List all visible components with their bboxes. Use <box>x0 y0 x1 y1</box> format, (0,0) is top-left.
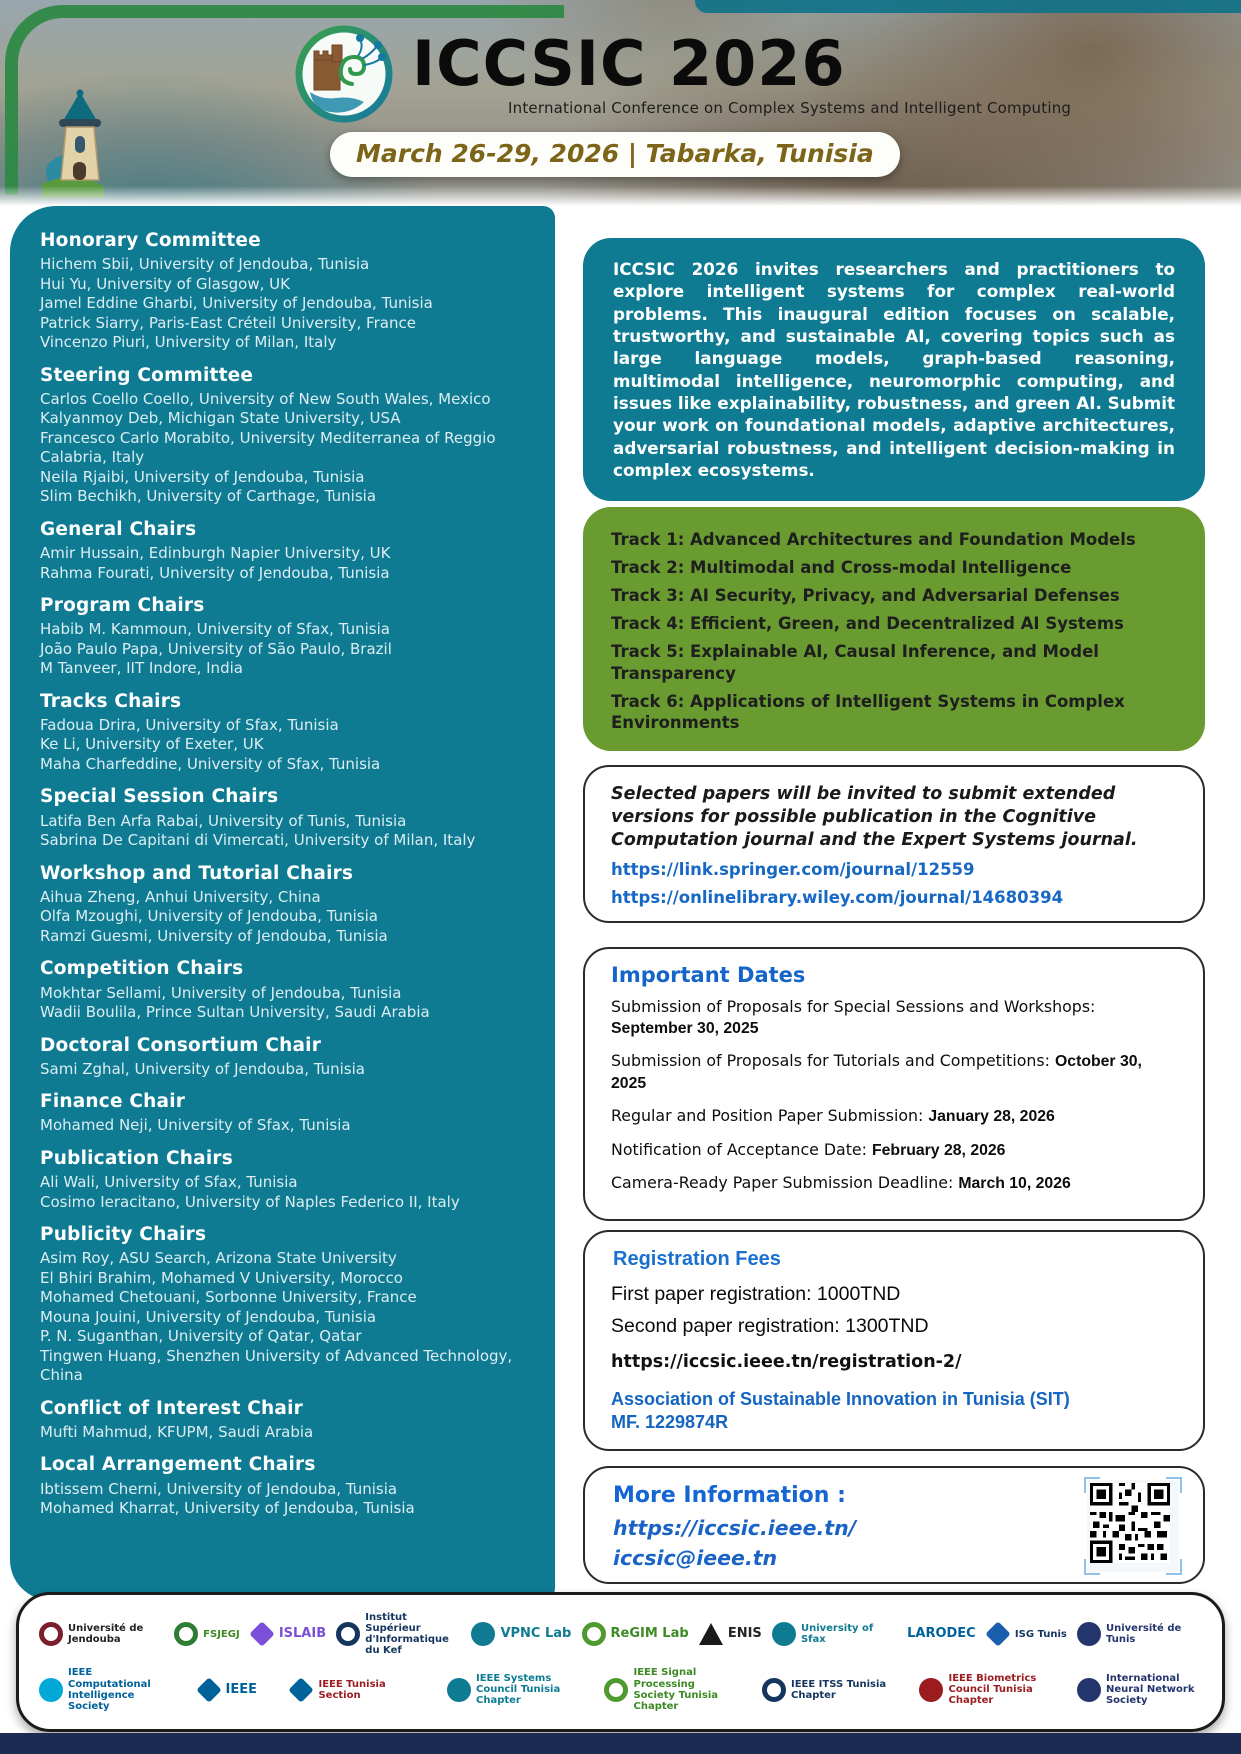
publication-text: Selected papers will be invited to submit extended versions for possible publication in the Cognitive Computation journal and the Expert Systems journal. <box>611 784 1138 850</box>
fee-second-paper: Second paper registration: 1300TND <box>611 1315 929 1337</box>
committee-section-special-session-chairs <box>40 786 539 850</box>
wiley-journal-link[interactable]: https://onlinelibrary.wiley.com/journal/14680394 <box>611 888 1064 908</box>
committee-section-competition-chairs <box>40 958 539 1022</box>
association-name: Association of Sustainable Innovation in Tunisia (SIT) <box>611 1389 1070 1409</box>
teal-frame-decoration <box>695 0 1241 13</box>
header-fade-decoration <box>0 186 1241 206</box>
conference-subtitle: International Conference on Complex Systems and Intelligent Computing <box>508 98 1072 117</box>
committee-member: Ibtissem Cherni, University of Jendouba, Tunisia <box>40 1479 398 1498</box>
logo-ieee-biometrics: IEEE Biometrics Council Tunisia Chapter <box>919 1673 1044 1707</box>
tracks-box <box>583 507 1205 751</box>
committee-heading: Finance Chair <box>40 1091 186 1113</box>
email-link[interactable]: iccsic@ieee.tn <box>613 1545 778 1570</box>
biometrics-icon <box>919 1678 943 1702</box>
date-label: Regular and Position Paper Submission: <box>611 1106 924 1126</box>
date-value: February 28, 2026 <box>871 1141 1006 1159</box>
committee-member: Francesco Carlo Morabito, University Mediterranea of Reggio Calabria, Italy <box>40 428 496 467</box>
committee-heading: Conflict of Interest Chair <box>40 1397 303 1419</box>
committee-member: Maha Charfeddine, University of Sfax, Tunisia <box>40 754 381 773</box>
date-item <box>611 1140 1177 1162</box>
logo-enis: ENIS <box>699 1623 762 1645</box>
committee-heading: Honorary Committee <box>40 230 261 251</box>
signal-processing-icon <box>604 1678 628 1702</box>
committee-member: Kalyanmoy Deb, Michigan State University, USA <box>40 409 401 428</box>
lighthouse-icon <box>42 86 138 198</box>
committee-heading: Tracks Chairs <box>40 690 182 712</box>
logo-ieee: IEEE <box>197 1678 257 1702</box>
committee-member: João Paulo Papa, University of São Paulo, Brazil <box>40 639 392 658</box>
committee-member: M Tanveer, IIT Indore, India <box>40 659 243 678</box>
committee-heading: Publicity Chairs <box>40 1224 207 1246</box>
qr-code <box>1087 1480 1179 1572</box>
committee-member: Vincenzo Piuri, University of Milan, Italy <box>40 333 337 352</box>
more-information-text-block <box>613 1483 856 1570</box>
association-mf-number: MF. 1229874R <box>611 1412 729 1433</box>
committee-member: Cosimo Ieracitano, University of Naples Federico II, Italy <box>40 1192 460 1211</box>
enis-triangle-icon <box>699 1623 723 1645</box>
ieee-cis-head-icon <box>39 1678 63 1702</box>
registration-fees-box <box>583 1230 1205 1451</box>
isg-icon <box>985 1621 1010 1646</box>
date-value: March 10, 2026 <box>958 1175 1071 1193</box>
logo-ieee-signal-processing: IEEE Signal Processing Society Tunisia Chapter <box>604 1667 729 1712</box>
track-item: Track 3: AI Security, Privacy, and Adversarial Defenses <box>611 586 1120 606</box>
committee-heading: Workshop and Tutorial Chairs <box>40 862 354 884</box>
committee-member: Mohamed Chetouani, Sorbonne University, France <box>40 1288 417 1307</box>
committee-member: Olfa Mzoughi, University of Jendouba, Tunisia <box>40 907 378 926</box>
fsjegj-wreath-icon <box>174 1622 198 1646</box>
registration-link[interactable]: https://iccsic.ieee.tn/registration-2/ <box>611 1352 962 1372</box>
committee-member: Wadii Boulila, Prince Sultan University, Saudi Arabia <box>40 1003 430 1021</box>
committee-member: Rahma Fourati, University of Jendouba, Tunisia <box>40 563 390 582</box>
committee-section-honorary <box>40 230 539 353</box>
systems-council-icon <box>447 1678 471 1702</box>
date-label: Submission of Proposals for Special Sessions and Workshops: <box>611 997 1096 1016</box>
qr-code-icon <box>1090 1483 1170 1563</box>
about-box <box>583 238 1205 501</box>
logo-ieee-systems-council: IEEE Systems Council Tunisia Chapter <box>447 1673 572 1707</box>
logo-islaib: ISLAIB <box>250 1622 326 1646</box>
committee-member: Mufti Mahmud, KFUPM, Saudi Arabia <box>40 1422 314 1441</box>
committee-member: Slim Bechikh, University of Carthage, Tunisia <box>40 487 377 506</box>
committee-member: Neila Rjaibi, University of Jendouba, Tunisia <box>40 467 365 486</box>
conference-title: ICCSIC 2026 <box>412 27 846 101</box>
logo-isg-tunis: ISG Tunis <box>986 1622 1067 1646</box>
logo-ieee-cis: IEEE Computational Intelligence Society <box>39 1667 164 1712</box>
date-label: Notification of Acceptance Date: <box>611 1139 867 1159</box>
univ-tunis-icon <box>1077 1622 1101 1646</box>
univ-jendouba-seal-icon <box>39 1622 63 1646</box>
committee-heading: Program Chairs <box>40 595 205 617</box>
committee-heading: Local Arrangement Chairs <box>40 1454 316 1476</box>
logo-univ-tunis: Université de Tunis <box>1077 1622 1202 1646</box>
univ-sfax-flame-icon <box>772 1622 796 1646</box>
committee-member: Mohamed Kharrat, University of Jendouba, Tunisia <box>40 1499 415 1518</box>
publication-box <box>583 765 1205 923</box>
committee-member: Hui Yu, University of Glasgow, UK <box>40 274 290 293</box>
track-item: Track 2: Multimodal and Cross-modal Intelligence <box>611 558 1072 578</box>
date-item <box>611 997 1177 1039</box>
committee-section-conflict-of-interest-chair <box>40 1398 539 1443</box>
committee-member: Amir Hussain, Edinburgh Napier University, UK <box>40 544 391 563</box>
committee-heading: General Chairs <box>40 518 197 540</box>
track-item: Track 1: Advanced Architectures and Foundation Models <box>611 530 1136 549</box>
more-information-heading: More Information : <box>613 1482 846 1508</box>
committee-member: Mohamed Neji, University of Sfax, Tunisia <box>40 1116 351 1135</box>
committee-member: Sabrina De Capitani di Vimercati, University of Milan, Italy <box>40 831 476 850</box>
track-item: Track 4: Efficient, Green, and Decentralized AI Systems <box>611 614 1124 634</box>
committee-member: Jamel Eddine Gharbi, University of Jendouba, Tunisia <box>40 294 433 313</box>
date-value: September 30, 2025 <box>611 1019 759 1037</box>
committee-member: Ali Wali, University of Sfax, Tunisia <box>40 1173 298 1192</box>
committee-heading: Special Session Chairs <box>40 786 279 808</box>
date-value: October 30, 2025 <box>611 1053 1142 1092</box>
springer-journal-link[interactable]: https://link.springer.com/journal/12559 <box>611 860 975 880</box>
committee-member: Latifa Ben Arfa Rabai, University of Tunis, Tunisia <box>40 811 407 830</box>
date-item <box>611 1051 1177 1094</box>
committee-section-doctoral-consortium-chair <box>40 1035 539 1080</box>
date-item <box>611 1173 1177 1195</box>
committee-heading: Competition Chairs <box>40 958 244 980</box>
committee-member: Ramzi Guesmi, University of Jendouba, Tunisia <box>40 926 388 945</box>
committee-section-tracks-chairs <box>40 691 539 775</box>
logo-inns: International Neural Network Society <box>1077 1673 1202 1707</box>
track-item: Track 5: Explainable AI, Causal Inference, and Model Transparency <box>611 642 1099 683</box>
lighthouse-illustration <box>42 86 138 202</box>
sponsors-row-2 <box>39 1667 1202 1712</box>
logo-regim: ReGIM Lab <box>582 1622 689 1646</box>
logo-larodec: LARODEC <box>907 1625 976 1641</box>
more-information-box <box>583 1466 1205 1584</box>
committee-heading: Steering Committee <box>40 364 254 386</box>
qr-corner-mark <box>1084 1559 1100 1575</box>
committee-member: El Bhiri Brahim, Mohamed V University, Morocco <box>40 1268 403 1287</box>
logo-ieee-itss: IEEE ITSS Tunisia Chapter <box>762 1678 887 1702</box>
committee-section-general-chairs <box>40 519 539 583</box>
logo-isi-kef: Institut Supérieur d'Informatique du Kef <box>336 1612 461 1657</box>
regim-icon <box>582 1622 606 1646</box>
committee-member: Aihua Zheng, Anhui University, China <box>40 887 321 906</box>
committee-member: Ke Li, University of Exeter, UK <box>40 735 264 754</box>
ieee-diamond-icon <box>289 1677 314 1702</box>
header-banner <box>0 0 1241 206</box>
committee-member: Fadoua Drira, University of Sfax, Tunisia <box>40 715 339 734</box>
date-label: Submission of Proposals for Tutorials and Competitions: <box>611 1051 1050 1071</box>
date-location-badge: March 26-29, 2026 | Tabarka, Tunisia <box>330 132 900 177</box>
committee-section-local-arrangement-chairs <box>40 1454 539 1518</box>
sponsors-row-1 <box>39 1612 1202 1657</box>
logo-univ-jendouba: Université de Jendouba <box>39 1622 164 1646</box>
committee-member: Tingwen Huang, Shenzhen University of Advanced Technology, China <box>40 1346 513 1385</box>
committee-section-publicity-chairs <box>40 1224 539 1386</box>
committee-heading: Doctoral Consortium Chair <box>40 1034 322 1056</box>
committee-member: Hichem Sbii, University of Jendouba, Tunisia <box>40 255 370 274</box>
committee-section-workshop-tutorial-chairs <box>40 863 539 947</box>
date-item <box>611 1106 1177 1128</box>
committee-member: Mokhtar Sellami, University of Jendouba, Tunisia <box>40 983 402 1002</box>
committee-member: Carlos Coello Coello, University of New South Wales, Mexico <box>40 389 491 408</box>
qr-corner-mark <box>1166 1477 1182 1493</box>
inns-brain-icon <box>1077 1678 1101 1702</box>
important-dates-box <box>583 947 1205 1221</box>
website-link[interactable]: https://iccsic.ieee.tn/ <box>613 1515 857 1540</box>
conference-logo-icon <box>292 22 396 126</box>
committee-member: Habib M. Kammoun, University of Sfax, Tunisia <box>40 620 390 639</box>
committee-member: P. N. Suganthan, University of Qatar, Qatar <box>40 1327 362 1346</box>
itss-globe-icon <box>762 1678 786 1702</box>
date-value: January 28, 2026 <box>928 1108 1055 1126</box>
brand-block <box>292 22 1071 126</box>
committee-heading: Publication Chairs <box>40 1147 233 1169</box>
about-text: ICCSIC 2026 invites researchers and practitioners to explore intelligent systems for complex real-world problems. This inaugural edition focuses on scalable, trustworthy, and sustainable AI, covering topics such as large language models, graph-based reasoning, multimodal intelligence, neuromorphic computing, and issues like explainability, robustness, and green AI. Submit your work on foundational models, adaptive architectures, adversarial robustness, and intelligent decision-making in complex ecosystems. <box>613 259 1175 480</box>
registration-fees-heading: Registration Fees <box>613 1248 781 1270</box>
committee-section-program-chairs <box>40 595 539 679</box>
committee-section-publication-chairs <box>40 1148 539 1212</box>
logo-fsjegj: FSJEGJ <box>174 1622 240 1646</box>
bottom-navy-bar <box>0 1733 1241 1754</box>
committees-panel <box>10 206 555 1600</box>
track-item: Track 6: Applications of Intelligent Systems in Complex Environments <box>611 691 1125 732</box>
vpnc-globe-icon <box>471 1622 495 1646</box>
logo-univ-sfax: University of Sfax <box>772 1622 897 1646</box>
fee-first-paper: First paper registration: 1000TND <box>611 1283 901 1305</box>
logo-ieee-tunisia-section: IEEE Tunisia Section <box>289 1678 414 1702</box>
committee-member: Asim Roy, ASU Search, Arizona State University <box>40 1249 397 1268</box>
committee-member: Sami Zghal, University of Jendouba, Tunisia <box>40 1059 365 1078</box>
sponsors-bar <box>16 1592 1225 1732</box>
committee-member: Mouna Jouini, University of Jendouba, Tunisia <box>40 1307 377 1326</box>
logo-vpnc: VPNC Lab <box>471 1622 571 1646</box>
committee-section-steering <box>40 365 539 507</box>
important-dates-heading: Important Dates <box>611 963 806 987</box>
committee-section-finance-chair <box>40 1091 539 1136</box>
islaib-icon <box>249 1621 274 1646</box>
ieee-diamond-icon <box>196 1677 221 1702</box>
committee-member: Patrick Siarry, Paris-East Créteil University, France <box>40 313 416 332</box>
date-label: Camera-Ready Paper Submission Deadline: <box>611 1173 954 1193</box>
isi-kef-icon <box>336 1622 360 1646</box>
